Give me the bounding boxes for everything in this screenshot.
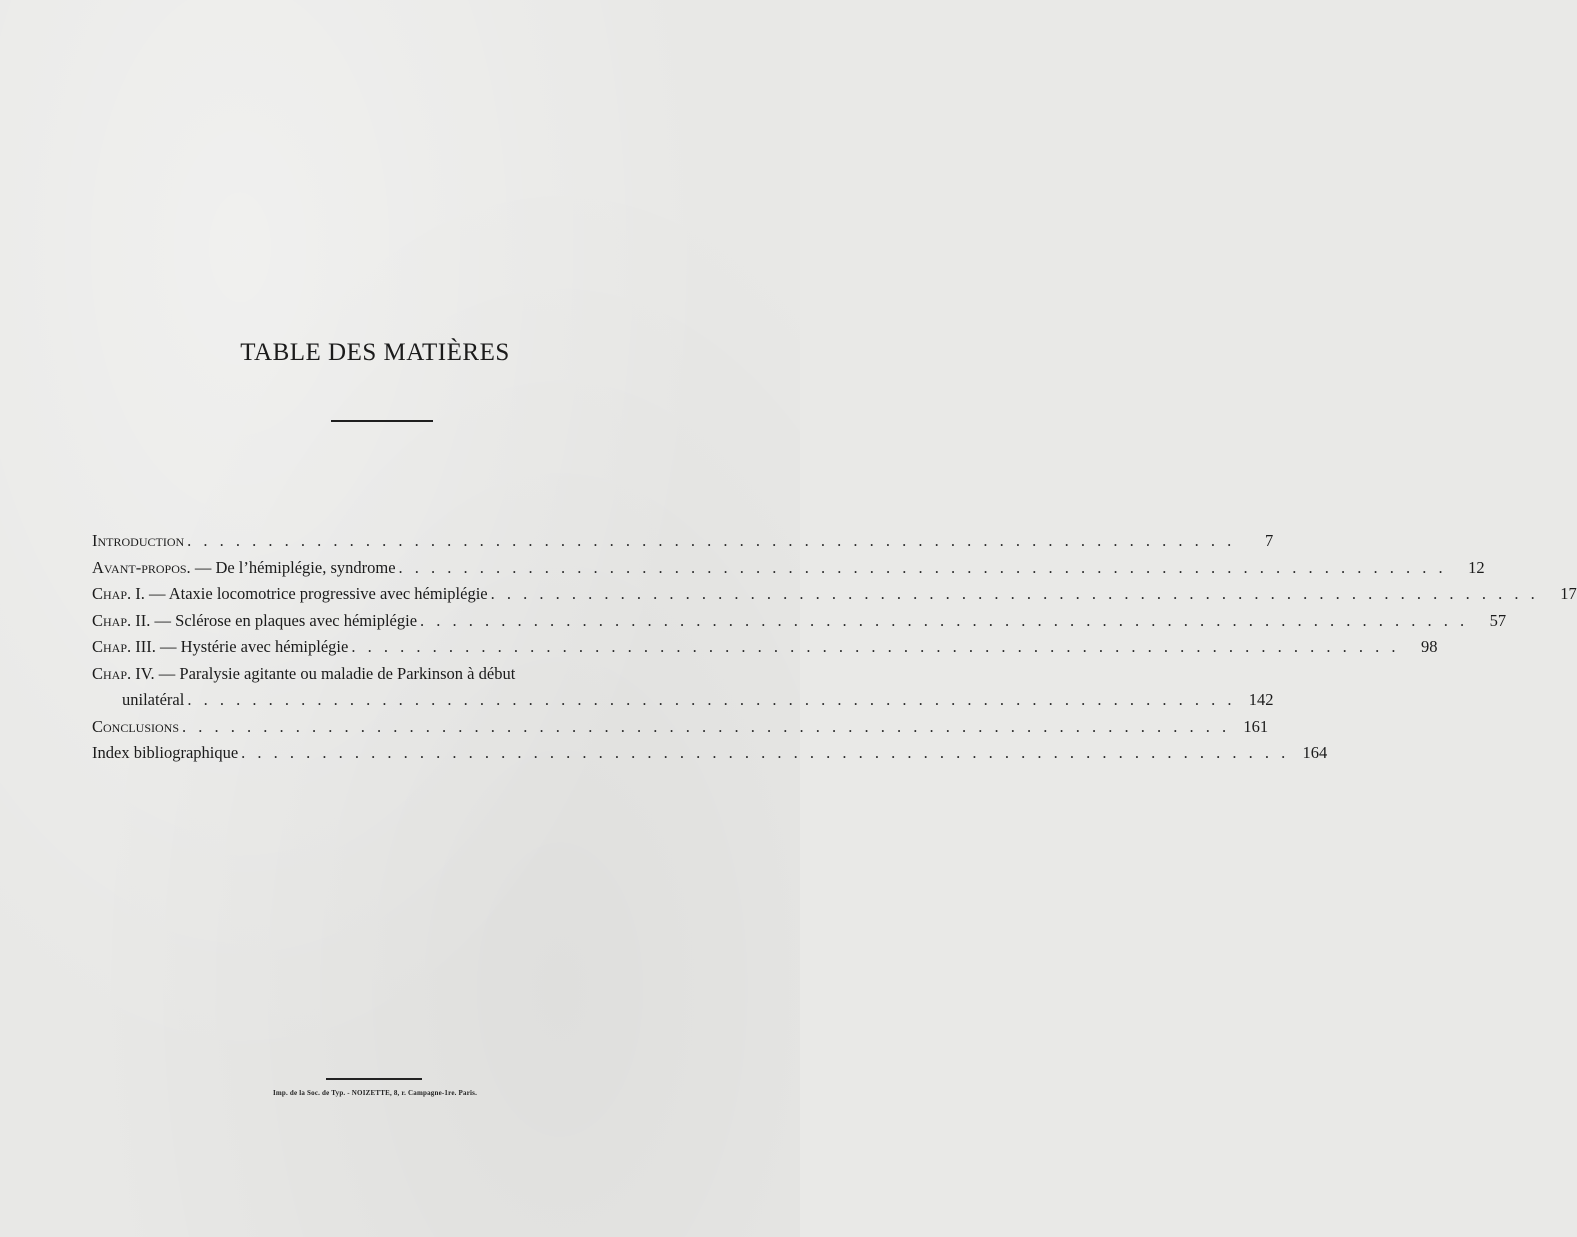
toc-entry-label: Chap. III.	[92, 637, 156, 656]
toc-entry-title: — Hystérie avec hémiplégie	[155, 637, 349, 656]
toc-entry-conclusions	[92, 716, 1269, 744]
toc-entry-index	[92, 743, 1328, 770]
toc-entry-label: Chap. IV.	[92, 663, 155, 683]
footer-divider	[326, 1078, 422, 1080]
dot-leader: . . . . . . . . . . . . . . . . . . . . . . . . . . . . . . . . . . . . . . . . . . . . . . . . . . . . . . . . . . . . . . . . .	[187, 531, 1236, 550]
toc-entry-label: Chap. II.	[92, 610, 151, 630]
toc-page-number: 17	[1560, 584, 1577, 603]
page-title: TABLE DES MATIÈRES	[240, 338, 510, 366]
toc-page-number: 142	[1248, 690, 1274, 709]
toc-page-number: 161	[1243, 716, 1269, 736]
toc-entry-chapter-4	[92, 664, 658, 691]
toc-page-number: 164	[1302, 743, 1328, 762]
toc-page-number: 98	[1420, 637, 1438, 656]
toc-entry-title: — Sclérose en plaques avec hémiplégie	[150, 610, 418, 630]
toc-entry-chapter-4-continued	[92, 690, 1274, 717]
dot-leader: . . . . . . . . . . . . . . . . . . . . . . . . . . . . . . . . . . . . . . . . . . . . . . . . . . . . . . . . . . . . . . . . .	[182, 716, 1231, 736]
toc-entry-title: — De l’hémiplégie, syndrome	[190, 557, 396, 577]
toc-entry-chapter-1	[92, 584, 1577, 611]
toc-entry-avant-propos	[92, 557, 1485, 585]
printer-imprint: Imp. de la Soc. de Typ. - NOIZETTE, 8, r. Campagne-1re. Paris.	[272, 1089, 478, 1097]
toc-entry-label: Avant-propos.	[92, 557, 191, 577]
toc-page-number: 7	[1265, 531, 1274, 550]
toc-entry-chapter-3	[92, 637, 1438, 664]
dot-leader: . . . . . . . . . . . . . . . . . . . . . . . . . . . . . . . . . . . . . . . . . . . . . . . . . . . . . . . . . . . . . . . . .	[187, 690, 1236, 709]
toc-entry-label: Chap. I.	[92, 584, 145, 603]
toc-entry-chapter-2	[92, 610, 1507, 638]
toc-page-number: 57	[1489, 610, 1507, 630]
dot-leader: . . . . . . . . . . . . . . . . . . . . . . . . . . . . . . . . . . . . . . . . . . . . . . . . . . . . . . . . . . . . . . . . .	[351, 637, 1400, 656]
toc-entry-title: — Paralysie agitante ou maladie de Parkinson à début	[154, 663, 516, 683]
toc-entry-label: Conclusions	[92, 716, 180, 736]
toc-entry-title: — Ataxie locomotrice progressive avec hémiplégie	[144, 584, 488, 603]
dot-leader: . . . . . . . . . . . . . . . . . . . . . . . . . . . . . . . . . . . . . . . . . . . . . . . . . . . . . . . . . . . . . . . . .	[420, 610, 1469, 630]
title-divider	[331, 420, 433, 422]
table-of-contents	[92, 531, 1577, 770]
toc-page-number: 12	[1468, 557, 1485, 577]
toc-entry-title: unilatéral	[122, 690, 185, 709]
dot-leader: . . . . . . . . . . . . . . . . . . . . . . . . . . . . . . . . . . . . . . . . . . . . . . . . . . . . . . . . . . . . . . . . .	[241, 743, 1290, 762]
toc-entry-title: Index bibliographique	[92, 743, 239, 762]
dot-leader: . . . . . . . . . . . . . . . . . . . . . . . . . . . . . . . . . . . . . . . . . . . . . . . . . . . . . . . . . . . . . . . . .	[398, 557, 1447, 577]
toc-entry-introduction	[92, 531, 1274, 558]
toc-entry-label: Introduction	[92, 531, 185, 550]
dot-leader: . . . . . . . . . . . . . . . . . . . . . . . . . . . . . . . . . . . . . . . . . . . . . . . . . . . . . . . . . . . . . . . . .	[490, 584, 1539, 603]
